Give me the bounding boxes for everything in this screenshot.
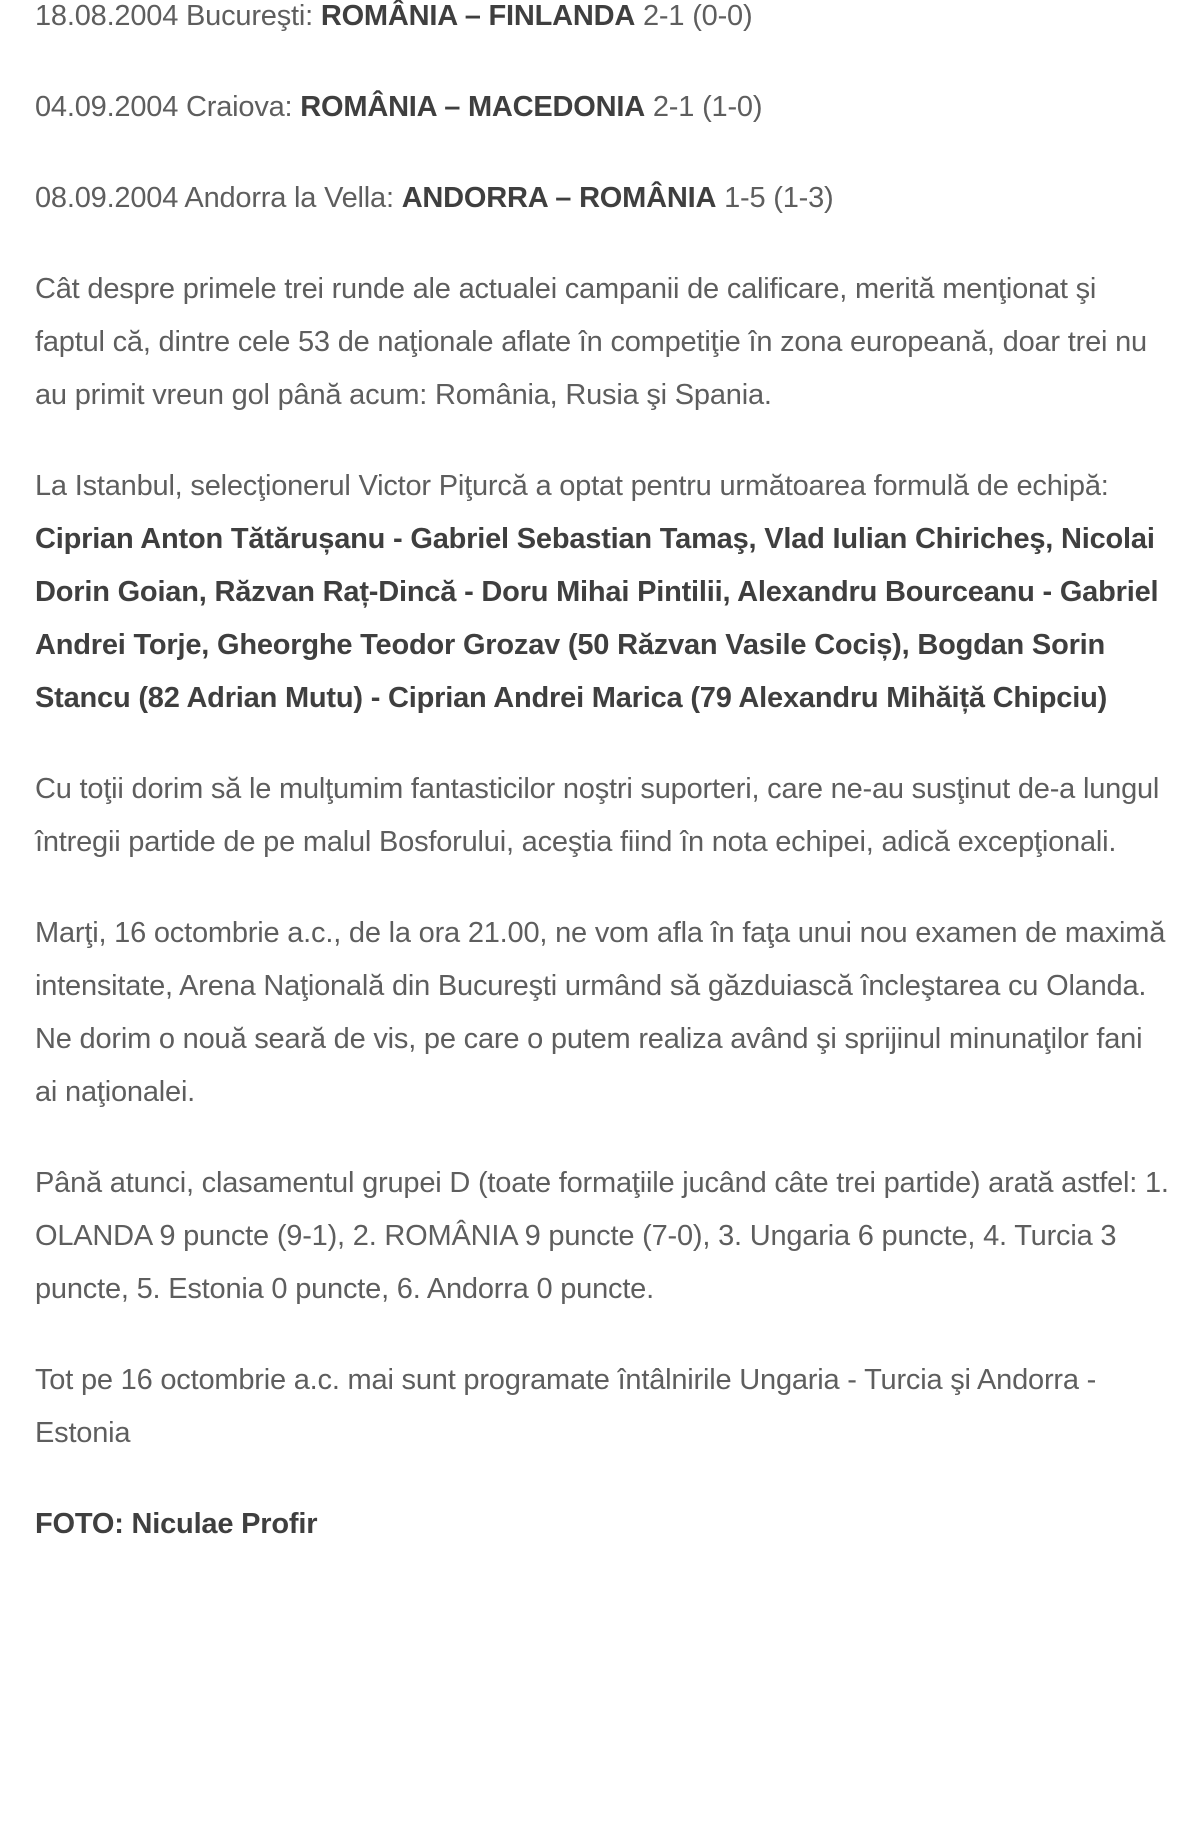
match-result bbox=[35, 172, 1170, 225]
photo-credit: FOTO: Niculae Profir bbox=[35, 1508, 318, 1540]
match-halftime: (1-0) bbox=[702, 91, 763, 123]
match-city: Bucureşti: bbox=[186, 0, 313, 32]
paragraph-supporters: Cu toţii dorim să le mulţumim fantasticilor noştri suporteri, care ne-au susţinut de-a lungul întregii partide de pe malul Bosforului, aceştia fiind în nota echipei, adică excepţionali. bbox=[35, 773, 1160, 858]
paragraph-other-matches: Tot pe 16 octombrie a.c. mai sunt programate întâlnirile Ungaria - Turcia şi Andorra - Estonia bbox=[35, 1364, 1097, 1449]
match-halftime: (0-0) bbox=[692, 0, 753, 32]
lineup-players: Ciprian Anton Tătărușanu - Gabriel Sebastian Tamaş, Vlad Iulian Chiricheş, Nicolai Dorin Goian, Răzvan Raț-Dincă - Doru Mihai Pintilii, Alexandru Bourceanu - Gabriel Andrei Torje, Gheorghe Teodor Grozav (50 Răzvan Vasile Cociș), Bogdan Sorin Stancu (82 Adrian Mutu) - Ciprian Andrei Marica (79 Alexandru Mihăiță Chipciu) bbox=[35, 523, 1159, 714]
match-date: 08.09.2004 bbox=[35, 182, 179, 214]
match-result bbox=[35, 0, 1170, 43]
paragraph-qualifying: Cât despre primele trei runde ale actualei campanii de calificare, merită menţionat şi faptul că, dintre cele 53 de naţionale aflate în competiţie în zona europeană, doar trei nu au primit vreun gol până acum: România, Rusia şi Spania. bbox=[35, 273, 1147, 411]
match-city: Andorra la Vella: bbox=[184, 182, 394, 214]
match-city: Craiova: bbox=[186, 91, 293, 123]
paragraph-lineup bbox=[35, 460, 1170, 725]
match-date: 18.08.2004 bbox=[35, 0, 179, 32]
article-body bbox=[35, 0, 1170, 1551]
match-score: 2-1 bbox=[643, 0, 685, 32]
paragraph-standings: Până atunci, clasamentul grupei D (toate formaţiile jucând câte trei partide) arată astfel: 1. OLANDA 9 puncte (9-1), 2. ROMÂNIA 9 puncte (7-0), 3. Ungaria 6 puncte, 4. Turcia 3 puncte, 5. Estonia 0 puncte, 6. Andorra 0 puncte. bbox=[35, 1167, 1169, 1305]
match-teams: ANDORRA – ROMÂNIA bbox=[401, 182, 717, 214]
match-score: 1-5 bbox=[724, 182, 766, 214]
match-teams: ROMÂNIA – FINLANDA bbox=[320, 0, 636, 32]
match-score: 2-1 bbox=[652, 91, 695, 123]
match-teams: ROMÂNIA – MACEDONIA bbox=[300, 91, 646, 123]
paragraph-next-match: Marţi, 16 octombrie a.c., de la ora 21.00, ne vom afla în faţa unui nou examen de maximă intensitate, Arena Naţională din Bucureşti urmând să găzduiască încleştarea cu Olanda. Ne dorim o nouă seară de vis, pe care o putem realiza având şi sprijinul minunaţilor fani ai naţionalei. bbox=[35, 917, 1166, 1108]
match-result bbox=[35, 81, 1170, 134]
match-halftime: (1-3) bbox=[773, 182, 834, 214]
match-date: 04.09.2004 bbox=[35, 91, 179, 123]
lineup-intro: La Istanbul, selecţionerul Victor Piţurcă a optat pentru următoarea formulă de echipă: bbox=[35, 470, 1109, 502]
